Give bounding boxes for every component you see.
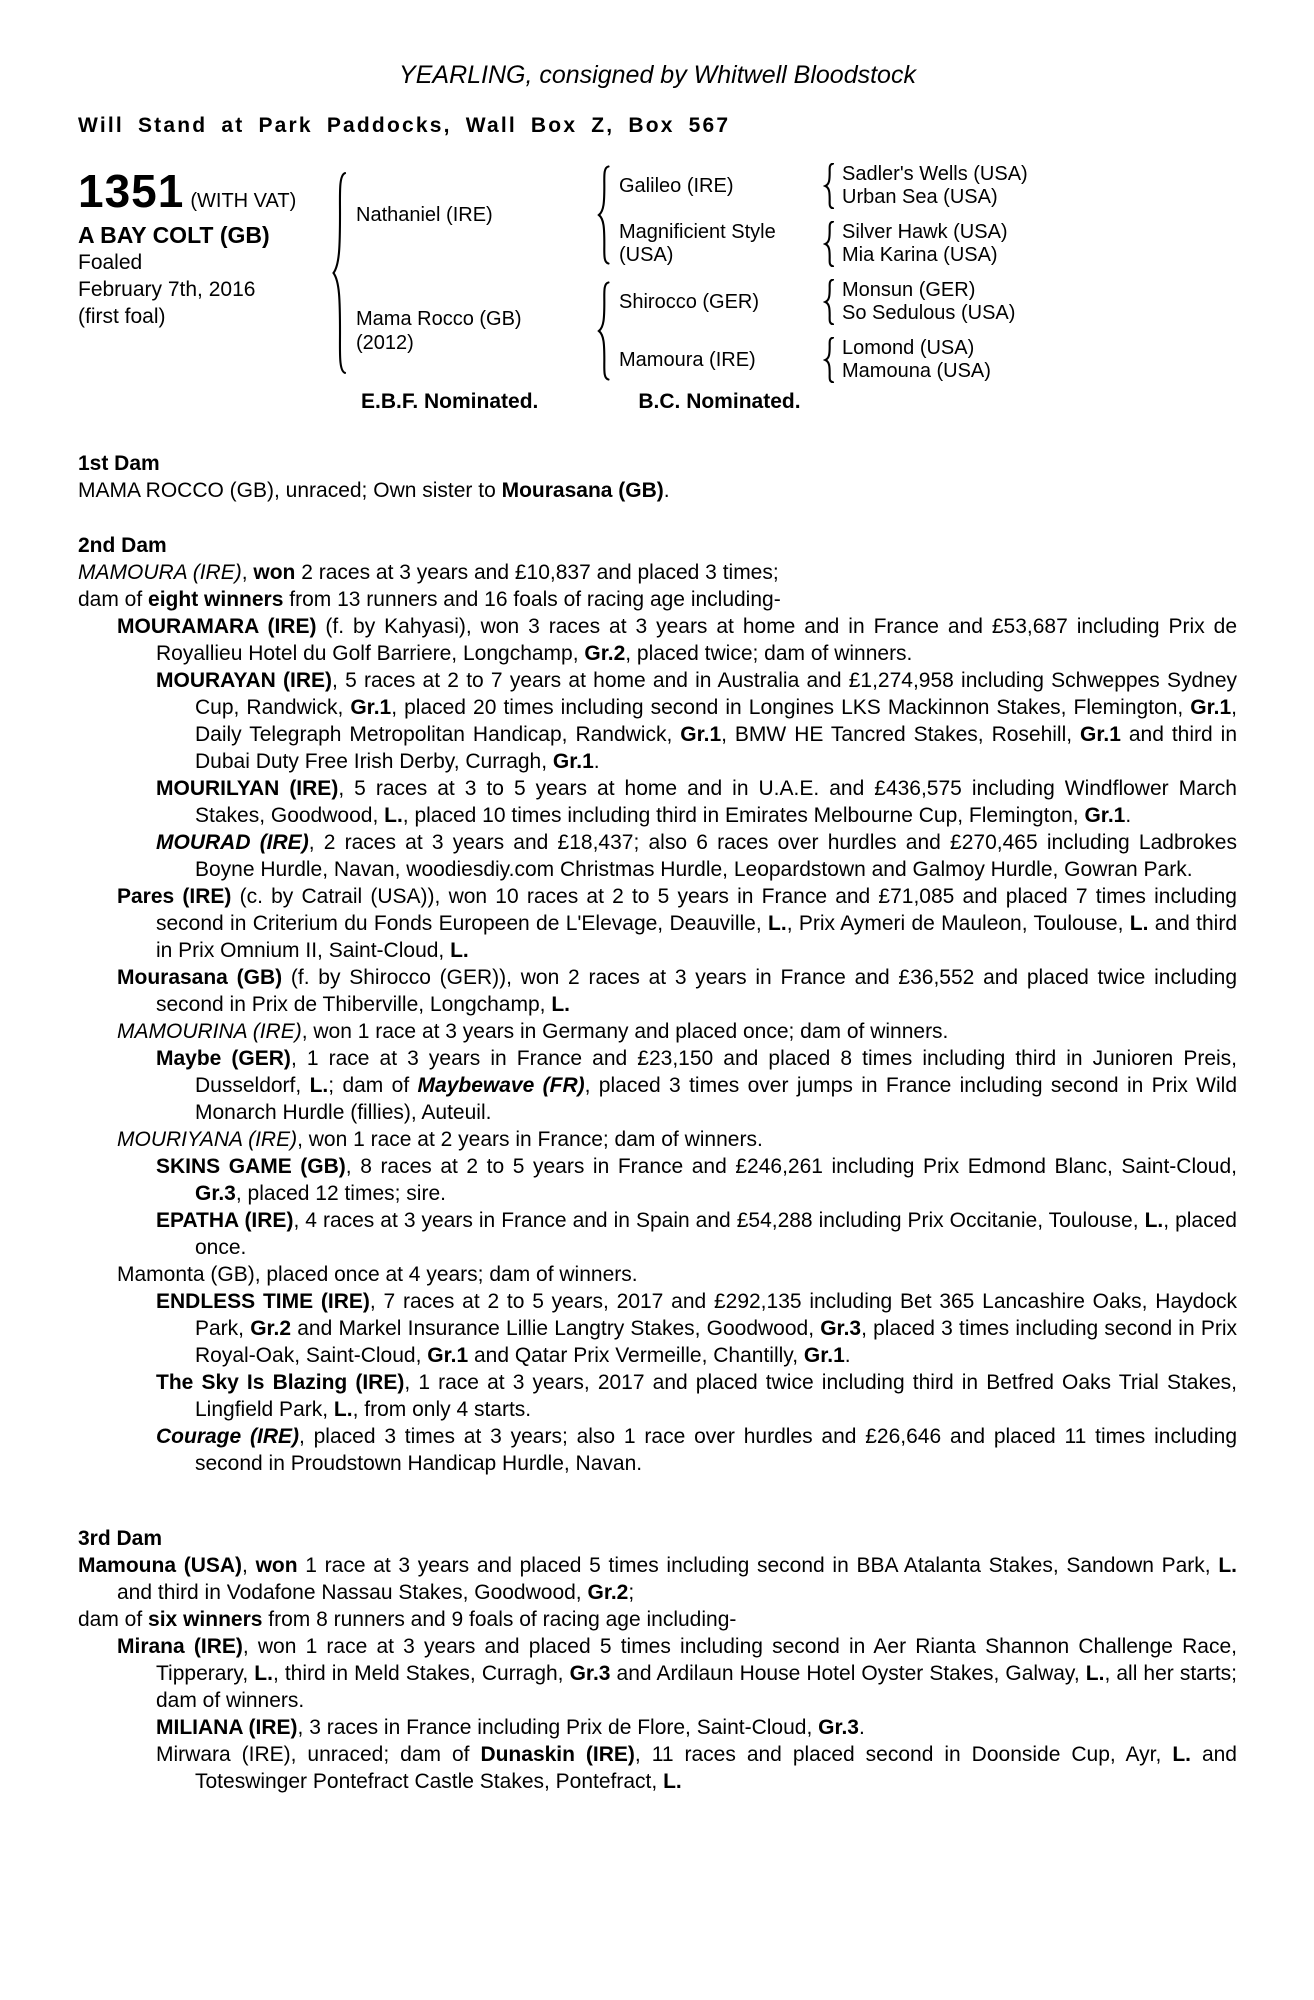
text-run: won <box>253 561 296 584</box>
text-run: Gr.1 <box>1084 804 1126 827</box>
text-run: L. <box>1129 912 1149 935</box>
catalogue-entry <box>78 1045 1237 1126</box>
text-run: . <box>663 479 670 502</box>
sire-branch <box>348 162 1142 268</box>
text-run: Mamonta (GB), placed once at 4 years; dam of winners. <box>117 1263 638 1286</box>
ancestor-name: Silver Hawk (USA) <box>842 221 1008 243</box>
text-run: Gr.1 <box>680 723 722 746</box>
text-run: Mourasana (GB) <box>501 479 664 502</box>
text-run: L. <box>309 1074 329 1097</box>
pedigree-brace-icon <box>330 170 348 376</box>
dam-grandparents <box>611 278 1142 384</box>
text-run: and third in Prix Omnium II, Saint-Cloud, <box>156 912 1237 962</box>
text-run: Gr.2 <box>584 642 626 665</box>
text-run: dam of <box>78 1608 149 1631</box>
text-run: Maybe (GER) <box>156 1047 291 1070</box>
catalogue-entry <box>78 1369 1237 1423</box>
text-run: , 1 race at 3 years, 2017 and placed twice including third in Betfred Oaks Trial Stakes, Lingfield Park, <box>195 1371 1238 1421</box>
granddam-name: Mamoura (IRE) <box>619 348 756 371</box>
text-run: , Prix Aymeri de Mauleon, Toulouse, <box>786 912 1130 935</box>
text-run: , placed once. <box>195 1209 1237 1259</box>
grandsire-name: Galileo (IRE) <box>619 174 734 197</box>
ancestor-name: Sadler's Wells (USA) <box>842 163 1028 185</box>
text-run: Gr.1 <box>350 696 392 719</box>
foaled-date: February 7th, 2016 <box>78 278 256 301</box>
text-run: ; <box>628 1581 635 1604</box>
dam-section <box>78 450 1237 504</box>
text-run: Gr.1 <box>552 750 594 773</box>
text-run: L. <box>1218 1554 1238 1577</box>
catalogue-entry <box>78 1714 1237 1741</box>
pedigree-brace-icon <box>823 221 835 267</box>
text-run: L. <box>384 804 403 827</box>
text-run: , won 1 race at 2 years in France; dam of winners. <box>297 1128 763 1151</box>
text-run: Gr.1 <box>803 1344 845 1367</box>
text-run: , 8 races at 2 to 5 years in France and £246,261 including Prix Edmond Blanc, Saint-Cloud, <box>345 1155 1237 1178</box>
text-run: Gr.3 <box>569 1662 611 1685</box>
stand-location-line: Will Stand at Park Paddocks, Wall Box Z, Box 567 <box>78 114 731 137</box>
text-run: MOURIYANA (IRE) <box>117 1128 298 1151</box>
sire-grandparents <box>611 162 1142 268</box>
text-run: , won 1 race at 3 years in Germany and placed once; dam of winners. <box>301 1020 949 1043</box>
text-run: (f. by Kahyasi), won 3 races at 3 years at home and in France and £53,687 including Prix de Royallieu Hotel du Golf Barriere, Longchamp, <box>156 615 1237 665</box>
pedigree-table <box>78 162 1237 384</box>
text-run: , third in Meld Stakes, Curragh, <box>272 1662 570 1685</box>
text-run: MOURAYAN (IRE) <box>156 669 333 692</box>
dam-heading: 3rd Dam <box>78 1527 163 1550</box>
text-run: L. <box>254 1662 273 1685</box>
text-run: L. <box>333 1398 353 1421</box>
foal-note: (first foal) <box>78 305 166 328</box>
catalogue-entry <box>78 1018 1237 1045</box>
text-run: ; dam of <box>328 1074 418 1097</box>
text-run: The Sky Is Blazing (IRE) <box>156 1371 405 1394</box>
dam-name-text: Mama Rocco (GB) <box>356 308 522 330</box>
great-grandparents <box>835 337 1142 383</box>
catalogue-entry <box>78 775 1237 829</box>
text-run: and Toteswinger Pontefract Castle Stakes, Pontefract, <box>195 1743 1237 1793</box>
text-run: and Qatar Prix Vermeille, Chantilly, <box>468 1344 804 1367</box>
pedigree-brace-icon <box>596 165 611 265</box>
catalogue-entry <box>78 1423 1237 1477</box>
text-run: L. <box>1144 1209 1164 1232</box>
great-grandparents <box>835 163 1142 209</box>
catalogue-entry <box>78 883 1237 964</box>
grandsire-branch <box>611 162 1142 210</box>
text-run: SKINS GAME (GB) <box>156 1155 346 1178</box>
ancestor-name: Mia Karina (USA) <box>842 244 998 266</box>
text-run: , <box>241 561 254 584</box>
text-run: L. <box>1172 1743 1191 1766</box>
text-run: , 11 races and placed second in Doonside Cup, Ayr, <box>634 1743 1173 1766</box>
dam-branch <box>348 278 1142 384</box>
dam-sections <box>78 450 1237 1795</box>
text-run: . <box>844 1344 851 1367</box>
dam-heading: 2nd Dam <box>78 534 167 557</box>
text-run: Gr.2 <box>250 1317 292 1340</box>
text-run: L. <box>1085 1662 1105 1685</box>
text-run: , 5 races at 3 to 5 years at home and in U.A.E. and £436,575 including Windflower March Stakes, Goodwood, <box>195 777 1237 827</box>
text-run: (f. by Shirocco (GER)), won 2 races at 3 years in France and £36,552 and placed twice including second in Prix de Thiberville, Longchamp, <box>156 966 1237 1016</box>
dam-name <box>348 307 596 355</box>
text-run: , placed 3 times including second in Prix Royal-Oak, Saint-Cloud, <box>195 1317 1237 1367</box>
catalogue-entry <box>78 1126 1237 1153</box>
grandsire-name: Shirocco (GER) <box>619 290 760 313</box>
text-run: EPATHA (IRE) <box>156 1209 294 1232</box>
ancestor-name: So Sedulous (USA) <box>842 302 1016 324</box>
lot-details <box>78 162 330 330</box>
text-run: , placed twice; dam of winners. <box>625 642 913 665</box>
text-run: L. <box>450 939 469 962</box>
text-run: , 1 race at 3 years in France and £23,150 and placed 8 times including third in Junioren Preis, Dusseldorf, <box>195 1047 1237 1097</box>
nominations-line <box>78 390 1237 414</box>
text-run: , placed 20 times including second in Longines LKS Mackinnon Stakes, Flemington, <box>391 696 1191 719</box>
text-run: ENDLESS TIME (IRE) <box>156 1290 370 1313</box>
text-run: , placed 12 times; sire. <box>235 1182 446 1205</box>
text-run: 2 races at 3 years and £10,837 and placed 3 times; <box>295 561 779 584</box>
text-run: , 2 races at 3 years and £18,437; also 6 races over hurdles and £270,465 including Ladbrokes Boyne Hurdle, Navan, woodiesdiy.com Christmas Hurdle, Leopardstown and Galmoy Hurdle, Gowran Park. <box>195 831 1237 881</box>
catalogue-entry <box>78 964 1237 1018</box>
horse-description: A BAY COLT (GB) <box>78 222 270 248</box>
text-run: MOURILYAN (IRE) <box>156 777 339 800</box>
text-run: and third in Vodafone Nassau Stakes, Goodwood, <box>117 1581 588 1604</box>
text-run: Gr.3 <box>818 1716 859 1739</box>
catalogue-entry <box>78 667 1237 775</box>
text-run: L. <box>551 993 571 1016</box>
text-run: L. <box>768 912 787 935</box>
text-run: MAMA ROCCO (GB), unraced; Own sister to <box>78 479 502 502</box>
text-run: , from only 4 starts. <box>352 1398 532 1421</box>
dam-section <box>78 1525 1237 1795</box>
ancestor-name: Urban Sea (USA) <box>842 186 998 208</box>
granddam-branch <box>611 336 1142 384</box>
dam-heading: 1st Dam <box>78 452 160 475</box>
pedigree-brace-icon <box>823 279 835 325</box>
text-run: , 3 races in France including Prix de Flore, Saint-Cloud, <box>297 1716 819 1739</box>
ancestor-name: Monsun (GER) <box>842 279 976 301</box>
catalogue-entry <box>78 1741 1237 1795</box>
catalogue-entry <box>78 1606 1237 1633</box>
catalogue-entry <box>78 477 1237 504</box>
text-run: , 5 races at 2 to 7 years at home and in Australia and £1,274,958 including Schweppes Sydney Cup, Randwick, <box>195 669 1238 719</box>
text-run: won <box>255 1554 298 1577</box>
pedigree-brace-icon <box>596 281 611 381</box>
text-run: Mirana (IRE) <box>117 1635 243 1658</box>
text-run: dam of <box>78 588 149 611</box>
text-run: , all her starts; dam of winners. <box>156 1662 1238 1712</box>
great-grandparents <box>835 279 1142 325</box>
text-run: Mirwara (IRE), unraced; dam of <box>156 1743 481 1766</box>
text-run: Courage (IRE) <box>156 1425 299 1448</box>
text-run: , 7 races at 2 to 5 years, 2017 and £292,135 including Bet 365 Lancashire Oaks, Haydock Park, <box>195 1290 1237 1340</box>
pedigree-brace-icon <box>823 337 835 383</box>
great-grandparents <box>835 221 1142 267</box>
text-run: , BMW HE Tancred Stakes, Rosehill, <box>721 723 1081 746</box>
catalogue-entry <box>78 1207 1237 1261</box>
lot-number-line <box>78 165 330 217</box>
text-run: , 4 races at 3 years in France and in Spain and £54,288 including Prix Occitanie, Toulouse, <box>293 1209 1145 1232</box>
text-run: , <box>242 1554 256 1577</box>
granddam-name: Magnificient Style (USA) <box>619 221 776 266</box>
vat-note: (WITH VAT) <box>190 190 297 212</box>
catalogue-entry <box>78 1153 1237 1207</box>
text-run: , Daily Telegraph Metropolitan Handicap, Randwick, <box>195 696 1237 746</box>
text-run: and third in Dubai Duty Free Irish Derby, Curragh, <box>195 723 1237 773</box>
text-run: Gr.2 <box>587 1581 629 1604</box>
catalogue-entry <box>78 829 1237 883</box>
text-run: Mamouna (USA) <box>78 1554 243 1577</box>
dam-year: (2012) <box>356 332 414 354</box>
text-run: MOURAD (IRE) <box>156 831 309 854</box>
granddam-branch <box>611 220 1142 268</box>
text-run: , placed 3 times over jumps in France including second in Prix Wild Monarch Hurdle (fillies), Auteuil. <box>195 1074 1238 1124</box>
pedigree-tree <box>348 162 1142 384</box>
page-title: YEARLING, consigned by Whitwell Bloodstock <box>399 61 916 89</box>
grandsire-branch <box>611 278 1142 326</box>
text-run: , placed 3 times at 3 years; also 1 race over hurdles and £26,646 and placed 11 times including second in Proudstown Handicap Hurdle, Navan. <box>195 1425 1237 1475</box>
text-run: MILIANA (IRE) <box>156 1716 298 1739</box>
text-run: Gr.1 <box>1190 696 1232 719</box>
lot-number: 1351 <box>78 165 185 217</box>
text-run: 1 race at 3 years and placed 5 times including second in BBA Atalanta Stakes, Sandown Park, <box>297 1554 1219 1577</box>
ebf-nominated-label: E.B.F. Nominated. <box>361 390 539 413</box>
text-run: (c. by Catrail (USA)), won 10 races at 2 to 5 years in France and £71,085 and placed 7 times including second in Criterium du Fonds Europeen de L'Elevage, Deauville, <box>156 885 1237 935</box>
sire-name: Nathaniel (IRE) <box>356 204 493 226</box>
text-run: . <box>859 1716 865 1739</box>
text-run: Maybewave (FR) <box>417 1074 585 1097</box>
ancestor-name: Lomond (USA) <box>842 337 975 359</box>
bc-nominated-label: B.C. Nominated. <box>638 390 801 413</box>
pedigree-brace-icon <box>823 163 835 209</box>
catalogue-entry <box>78 559 1237 586</box>
ancestor-name: Mamouna (USA) <box>842 360 991 382</box>
text-run: Mourasana (GB) <box>117 966 283 989</box>
text-run: eight winners <box>148 588 284 611</box>
text-run: from 8 runners and 9 foals of racing age including- <box>262 1608 737 1631</box>
text-run: MAMOURINA (IRE) <box>117 1020 302 1043</box>
text-run: . <box>593 750 600 773</box>
text-run: MOURAMARA (IRE) <box>117 615 317 638</box>
text-run: , placed 10 times including third in Emirates Melbourne Cup, Flemington, <box>402 804 1085 827</box>
text-run: and Ardilaun House Hotel Oyster Stakes, Galway, <box>610 1662 1086 1685</box>
catalogue-entry <box>78 1552 1237 1606</box>
foaled-label: Foaled <box>78 251 143 274</box>
text-run: Gr.3 <box>820 1317 862 1340</box>
text-run: from 13 runners and 16 foals of racing age including- <box>283 588 781 611</box>
catalogue-entry <box>78 1633 1237 1714</box>
text-run: Gr.3 <box>195 1182 236 1205</box>
text-run: Dunaskin (IRE) <box>480 1743 635 1766</box>
text-run: Gr.1 <box>427 1344 469 1367</box>
text-run: , won 1 race at 3 years and placed 5 times including second in Aer Rianta Shannon Challenge Race, Tipperary, <box>156 1635 1237 1685</box>
catalogue-entry <box>78 1261 1237 1288</box>
text-run: Gr.1 <box>1080 723 1121 746</box>
dam-section <box>78 532 1237 1477</box>
catalogue-entry <box>78 1288 1237 1369</box>
catalogue-entry <box>78 613 1237 667</box>
catalogue-entry <box>78 586 1237 613</box>
text-run: L. <box>663 1770 682 1793</box>
text-run: and Markel Insurance Lillie Langtry Stakes, Goodwood, <box>291 1317 821 1340</box>
text-run: Pares (IRE) <box>117 885 232 908</box>
text-run: . <box>1125 804 1132 827</box>
text-run: six winners <box>148 1608 263 1631</box>
text-run: MAMOURA (IRE) <box>78 561 242 584</box>
